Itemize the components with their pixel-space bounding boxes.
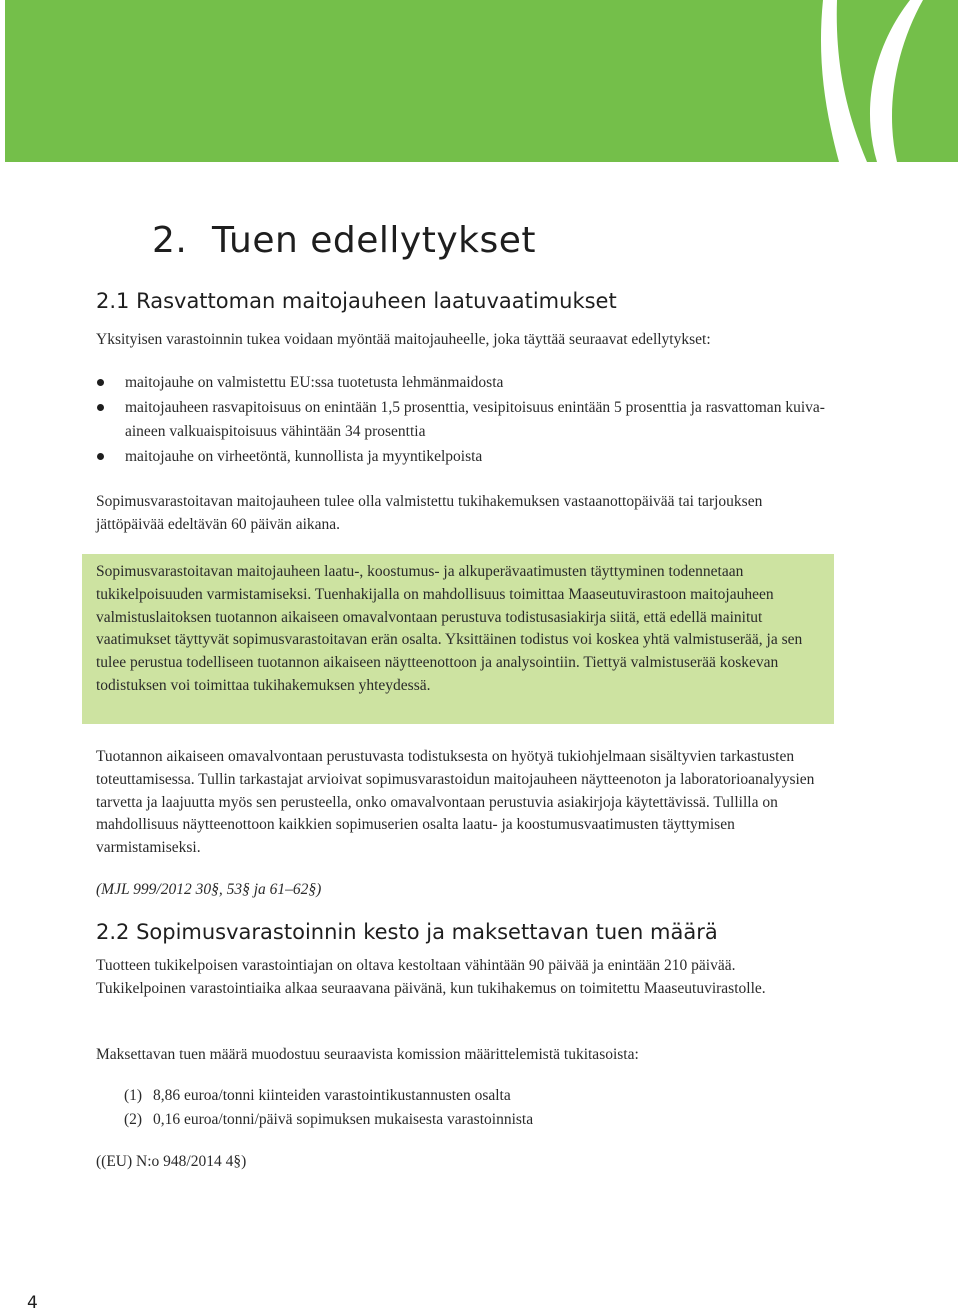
chapter-title: Tuen edellytykset <box>212 220 536 261</box>
list-item <box>96 445 826 470</box>
list-item <box>96 371 826 396</box>
list-item-text: 8,86 euroa/tonni kiinteiden varastointikustannusten osalta <box>153 1087 511 1104</box>
list-item-text: maitojauhe on valmistettu EU:ssa tuotetusta lehmänmaidosta <box>125 374 504 391</box>
self-monitoring-paragraph: Tuotannon aikaiseen omavalvontaan perustuvasta todistuksesta on hyötyä tukiohjelmaan sisältyvien tarkastusten toteuttamisessa. Tullin tarkastajat arvioivat sopimusvarastoidun maitojauheen näytteenoton ja laboratorioanalyysien tarvetta ja laajuutta myös sen perusteella, onko omavalvontaan perustuvia asiakirjoja käytettävissä. Tullilla on mahdollisuus näytteenottoon kaikkien sopimuserien osalta laatu- ja koostumusvaatimusten täyttymisen varmistamiseksi. <box>96 748 815 857</box>
bullet-icon <box>97 404 104 411</box>
list-item-text: 0,16 euroa/tonni/päivä sopimuksen mukaisesta varastoinnista <box>153 1110 534 1128</box>
section-heading-2-1: 2.1 Rasvattoman maitojauheen laatuvaatimukset <box>96 289 617 313</box>
list-item <box>124 1108 533 1132</box>
list-item <box>96 396 826 445</box>
eu-reference: ((EU) N:o 948/2014 4§) <box>96 1153 247 1170</box>
aid-amount-paragraph: Maksettavan tuen määrä muodostuu seuraavista komission määrittelemistä tukitasoista: <box>96 1046 639 1063</box>
storage-period-paragraph: Tuotteen tukikelpoisen varastointiajan on oltava kestoltaan vähintään 90 päivää ja enintään 210 päivää. Tukikelpoinen varastointiaika alkaa seuraavana päivänä, kun tukihakemus on toimitettu Maaseutuvirastolle. <box>96 957 766 997</box>
header-banner <box>5 0 958 162</box>
highlight-paragraph: Sopimusvarastoitavan maitojauheen laatu-, koostumus- ja alkuperävaatimusten täyttyminen todennetaan tukikelpoisuuden varmistamiseksi. Tuenhakijalla on mahdollisuus toimittaa Maaseutuvirastoon maitojauheen valmistuslaitoksen tuotannon aikaiseen omavalvontaan perustuva todistusasiakirja siitä, että edellä mainitut vaatimukset täyttyvät sopimusvarastoitavan erän osalta. Yksittäinen todistus voi koskea yhtä valmistuserää, ja sen tulee perustua todelliseen tuotannon aikaiseen näytteenottoon ja analysointiin. Tiettyä valmistuserää koskevan todistuksen voi toimittaa tukihakemuksen yhteydessä. <box>96 563 803 694</box>
list-item-text: maitojauhe on virheetöntä, kunnollista ja myyntikelpoista <box>125 447 483 465</box>
chapter-heading <box>152 220 536 261</box>
production-time-paragraph: Sopimusvarastoitavan maitojauheen tulee olla valmistettu tukihakemuksen vastaanottopäivää tai tarjouksen jättöpäivää edeltävän 60 päivän aikana. <box>96 493 763 533</box>
page-number: 4 <box>27 1293 38 1313</box>
bullet-icon <box>97 453 104 460</box>
leaf-logo-icon <box>5 0 958 162</box>
highlight-box <box>82 554 834 724</box>
legal-reference: (MJL 999/2012 30§, 53§ ja 61–62§) <box>96 881 322 898</box>
list-marker: (1) <box>124 1087 143 1104</box>
chapter-number: 2. <box>152 220 188 261</box>
section-heading-2-2: 2.2 Sopimusvarastoinnin kesto ja maksettavan tuen määrä <box>96 920 718 944</box>
list-item-text: maitojauheen rasvapitoisuus on enintään 1,5 prosenttia, vesipitoisuus enintään 5 prosenttia ja rasvattoman kuiva-aineen valkuaispitoisuus vähintään 34 prosenttia <box>125 398 825 440</box>
requirements-list <box>96 371 826 469</box>
list-marker: (2) <box>124 1110 143 1128</box>
bullet-icon <box>97 379 104 386</box>
list-item <box>124 1084 533 1108</box>
aid-levels-list <box>124 1084 533 1131</box>
intro-paragraph: Yksityisen varastoinnin tukea voidaan myöntää maitojauheelle, joka täyttää seuraavat edellytykset: <box>96 331 711 348</box>
